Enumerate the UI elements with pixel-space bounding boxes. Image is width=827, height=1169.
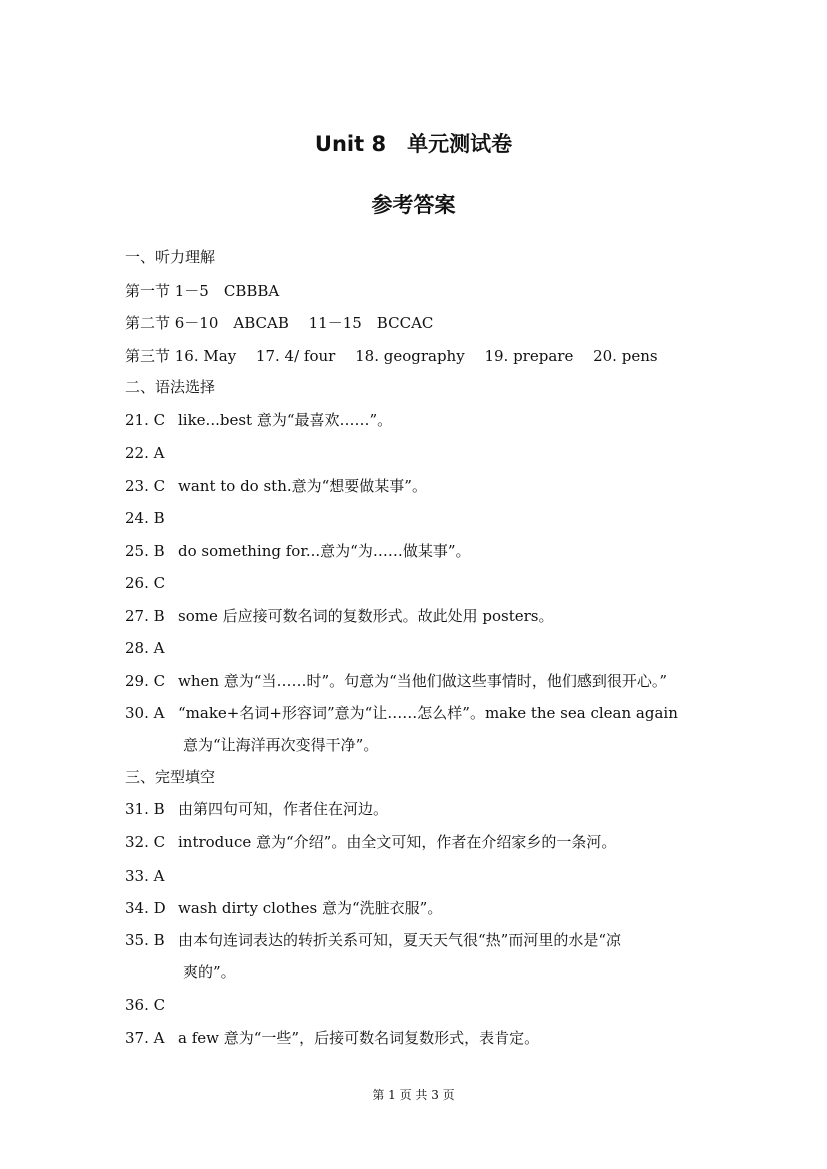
page-footer: 第 1 页 共 3 页 xyxy=(372,1088,455,1102)
answer-number: 30. A xyxy=(125,704,165,722)
answer-number: 27. B xyxy=(125,607,165,625)
section-heading-listening: 一、听力理解 xyxy=(125,248,216,266)
answer-item xyxy=(125,606,553,626)
answer-item xyxy=(125,832,616,852)
answer-explanation: like...best 意为“最喜欢……”。 xyxy=(178,411,393,429)
answer-item xyxy=(125,995,178,1015)
answer-number: 22. A xyxy=(125,444,165,462)
answer-explanation: some 后应接可数名词的复数形式。故此处用 posters。 xyxy=(178,607,554,625)
answer-item xyxy=(125,573,178,593)
answer-explanation: introduce 意为“介绍”。由全文可知，作者在介绍家乡的一条河。 xyxy=(178,833,617,851)
answer-item xyxy=(125,410,392,430)
answer-number: 32. C xyxy=(125,833,166,851)
answer-explanation: when 意为“当……时”。句意为“当他们做这些事情时，他们感到很开心。” xyxy=(178,672,667,690)
listening-part1: 第一节 1－5 CBBBA xyxy=(125,282,280,300)
answer-number: 31. B xyxy=(125,800,165,818)
answer-number: 35. B xyxy=(125,931,165,949)
answer-number: 23. C xyxy=(125,477,166,495)
answer-number: 36. C xyxy=(125,996,166,1014)
answer-item xyxy=(125,703,678,723)
answer-item xyxy=(125,866,178,886)
answer-explanation: “make+名词+形容词”意为“让……怎么样”。make the sea clean again xyxy=(178,704,678,722)
answer-item xyxy=(125,541,471,561)
answer-continuation: 意为“让海洋再次变得干净”。 xyxy=(183,736,379,754)
answer-item xyxy=(125,671,667,691)
answer-explanation: want to do sth.意为“想要做某事”。 xyxy=(178,477,427,495)
answer-explanation: wash dirty clothes 意为“洗脏衣服”。 xyxy=(178,899,443,917)
answer-item xyxy=(125,638,178,658)
answer-item xyxy=(125,1028,539,1048)
listening-part3: 第三节 16. May 17. 4/ four 18. geography 19. prepare 20. pens xyxy=(125,347,658,365)
answer-number: 24. B xyxy=(125,509,165,527)
page-title: Unit 8 单元测试卷 xyxy=(314,132,513,156)
answer-number: 33. A xyxy=(125,867,165,885)
answer-continuation: 爽的”。 xyxy=(183,963,236,981)
listening-part2: 第二节 6－10 ABCAB 11－15 BCCAC xyxy=(125,314,434,332)
answer-number: 34. D xyxy=(125,899,166,917)
section-heading-cloze: 三、完型填空 xyxy=(125,768,216,786)
answer-number: 26. C xyxy=(125,574,166,592)
answer-number: 21. C xyxy=(125,411,166,429)
answer-number: 29. C xyxy=(125,672,166,690)
answer-item xyxy=(125,508,178,528)
answer-item xyxy=(125,799,388,819)
answer-item xyxy=(125,476,427,496)
answer-explanation: a few 意为“一些”，后接可数名词复数形式，表肯定。 xyxy=(178,1029,540,1047)
answer-explanation: 由第四句可知，作者住在河边。 xyxy=(178,800,389,818)
answer-item xyxy=(125,443,178,463)
answer-item xyxy=(125,898,442,918)
answer-explanation: 由本句连词表达的转折关系可知，夏天天气很“热”而河里的水是“凉 xyxy=(178,931,622,949)
answer-item xyxy=(125,930,621,950)
answer-number: 37. A xyxy=(125,1029,165,1047)
answer-explanation: do something for...意为“为……做某事”。 xyxy=(178,542,471,560)
answer-number: 25. B xyxy=(125,542,165,560)
page-subtitle: 参考答案 xyxy=(371,193,456,217)
section-heading-grammar: 二、语法选择 xyxy=(125,378,216,396)
answer-number: 28. A xyxy=(125,639,165,657)
